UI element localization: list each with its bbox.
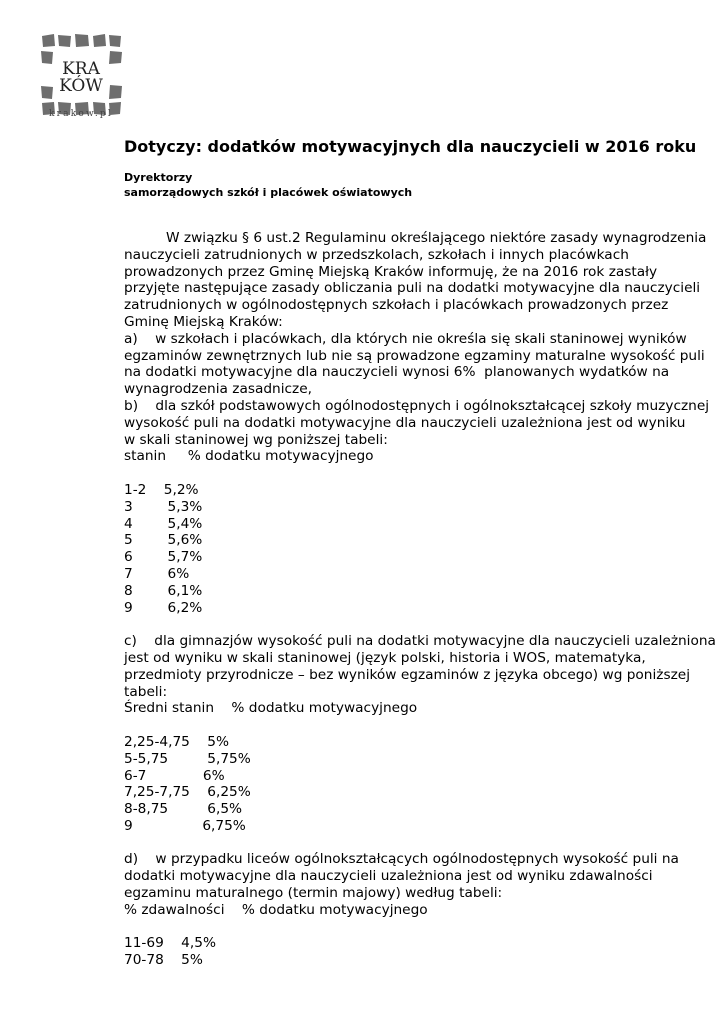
table-b-row: 6 5,7% xyxy=(124,549,203,566)
point-b-line: w skali staninowej wg poniższej tabeli: xyxy=(124,431,388,448)
point-d-line: d) w przypadku liceów ogólnokształcących ogólnodostępnych wysokość puli na xyxy=(124,851,679,868)
table-b-row: 7 6% xyxy=(124,565,190,582)
point-a-line: wynagrodzenia zasadnicze, xyxy=(124,381,312,398)
table-c-row: 5-5,75 5,75% xyxy=(124,750,251,767)
document-body xyxy=(124,230,716,969)
logo-url: krakow.pl xyxy=(49,109,113,119)
table-b-row: 4 5,4% xyxy=(124,515,203,532)
point-c-line: tabeli: xyxy=(124,683,168,700)
table-c-row: 6-7 6% xyxy=(124,767,225,784)
table-c-row: 9 6,75% xyxy=(124,817,246,834)
table-d-header: % zdawalności % dodatku motywacyjnego xyxy=(124,901,428,918)
addressee-line: Dyrektorzy xyxy=(124,171,193,184)
intro-line: przyjęte następujące zasady obliczania puli na dodatki motywacyjne dla nauczycieli xyxy=(124,280,701,297)
point-a-line: a) w szkołach i placówkach, dla których nie określa się skali staninowej wyników xyxy=(124,330,687,347)
point-c-line: przedmioty przyrodnicze – bez wyników egzaminów z języka obcego) wg poniższej xyxy=(124,666,690,683)
table-c-row: 7,25-7,75 6,25% xyxy=(124,784,251,801)
point-d-line: dodatki motywacyjne dla nauczycieli uzależniona jest od wyniku zdawalności xyxy=(124,868,653,885)
point-c-line: jest od wyniku w skali staninowej (język polski, historia i WOS, matematyka, xyxy=(124,649,646,666)
table-d-row: 70-78 5% xyxy=(124,952,203,969)
table-c-row: 8-8,75 6,5% xyxy=(124,801,243,818)
table-b-row: 3 5,3% xyxy=(124,498,203,515)
point-d-line: egzaminu maturalnego (termin majowy) według tabeli: xyxy=(124,885,503,902)
point-b-line: wysokość puli na dodatki motywacyjne dla nauczycieli uzależniona jest od wyniku xyxy=(124,414,686,431)
table-b-header: stanin % dodatku motywacyjnego xyxy=(124,448,374,465)
intro-line: W związku § 6 ust.2 Regulaminu określającego niektóre zasady wynagrodzenia xyxy=(166,230,707,246)
table-d-row: 11-69 4,5% xyxy=(124,935,216,952)
table-c-row: 2,25-4,75 5% xyxy=(124,733,230,750)
logo-letters-bottom: KÓW xyxy=(59,76,103,96)
table-b-row: 1-2 5,2% xyxy=(124,481,199,498)
addressee xyxy=(124,170,412,200)
document-title: Dotyczy: dodatków motywacyjnych dla nauczycieli w 2016 roku xyxy=(124,137,697,156)
intro-line: zatrudnionych w ogólnodostępnych szkołach i placówkach prowadzonych przez xyxy=(124,297,669,314)
point-c-line: c) dla gimnazjów wysokość puli na dodatki motywacyjne dla nauczycieli uzależniona xyxy=(124,633,716,650)
intro-line: nauczycieli zatrudnionych w przedszkolach, szkołach i innych placówkach xyxy=(124,246,629,263)
point-a-line: na dodatki motywacyjne dla nauczycieli wynosi 6% planowanych wydatków na xyxy=(124,364,670,381)
intro-line: prowadzonych przez Gminę Miejską Kraków informuję, że na 2016 rok zastały xyxy=(124,263,658,280)
table-c-header: Średni stanin % dodatku motywacyjnego xyxy=(124,700,418,717)
intro-line: Gminę Miejską Kraków: xyxy=(124,313,283,330)
table-b-row: 8 6,1% xyxy=(124,582,203,599)
table-b-row: 9 6,2% xyxy=(124,599,203,616)
table-b-row: 5 5,6% xyxy=(124,532,203,549)
point-a-line: egzaminów zewnętrznych lub nie są prowadzone egzaminy maturalne wysokość puli xyxy=(124,347,705,364)
point-b-line: b) dla szkół podstawowych ogólnodostępnych i ogólnokształcącej szkoły muzycznej xyxy=(124,397,710,414)
logo-letters-top: KRA xyxy=(62,59,100,79)
addressee-line: samorządowych szkół i placówek oświatowych xyxy=(124,186,413,199)
